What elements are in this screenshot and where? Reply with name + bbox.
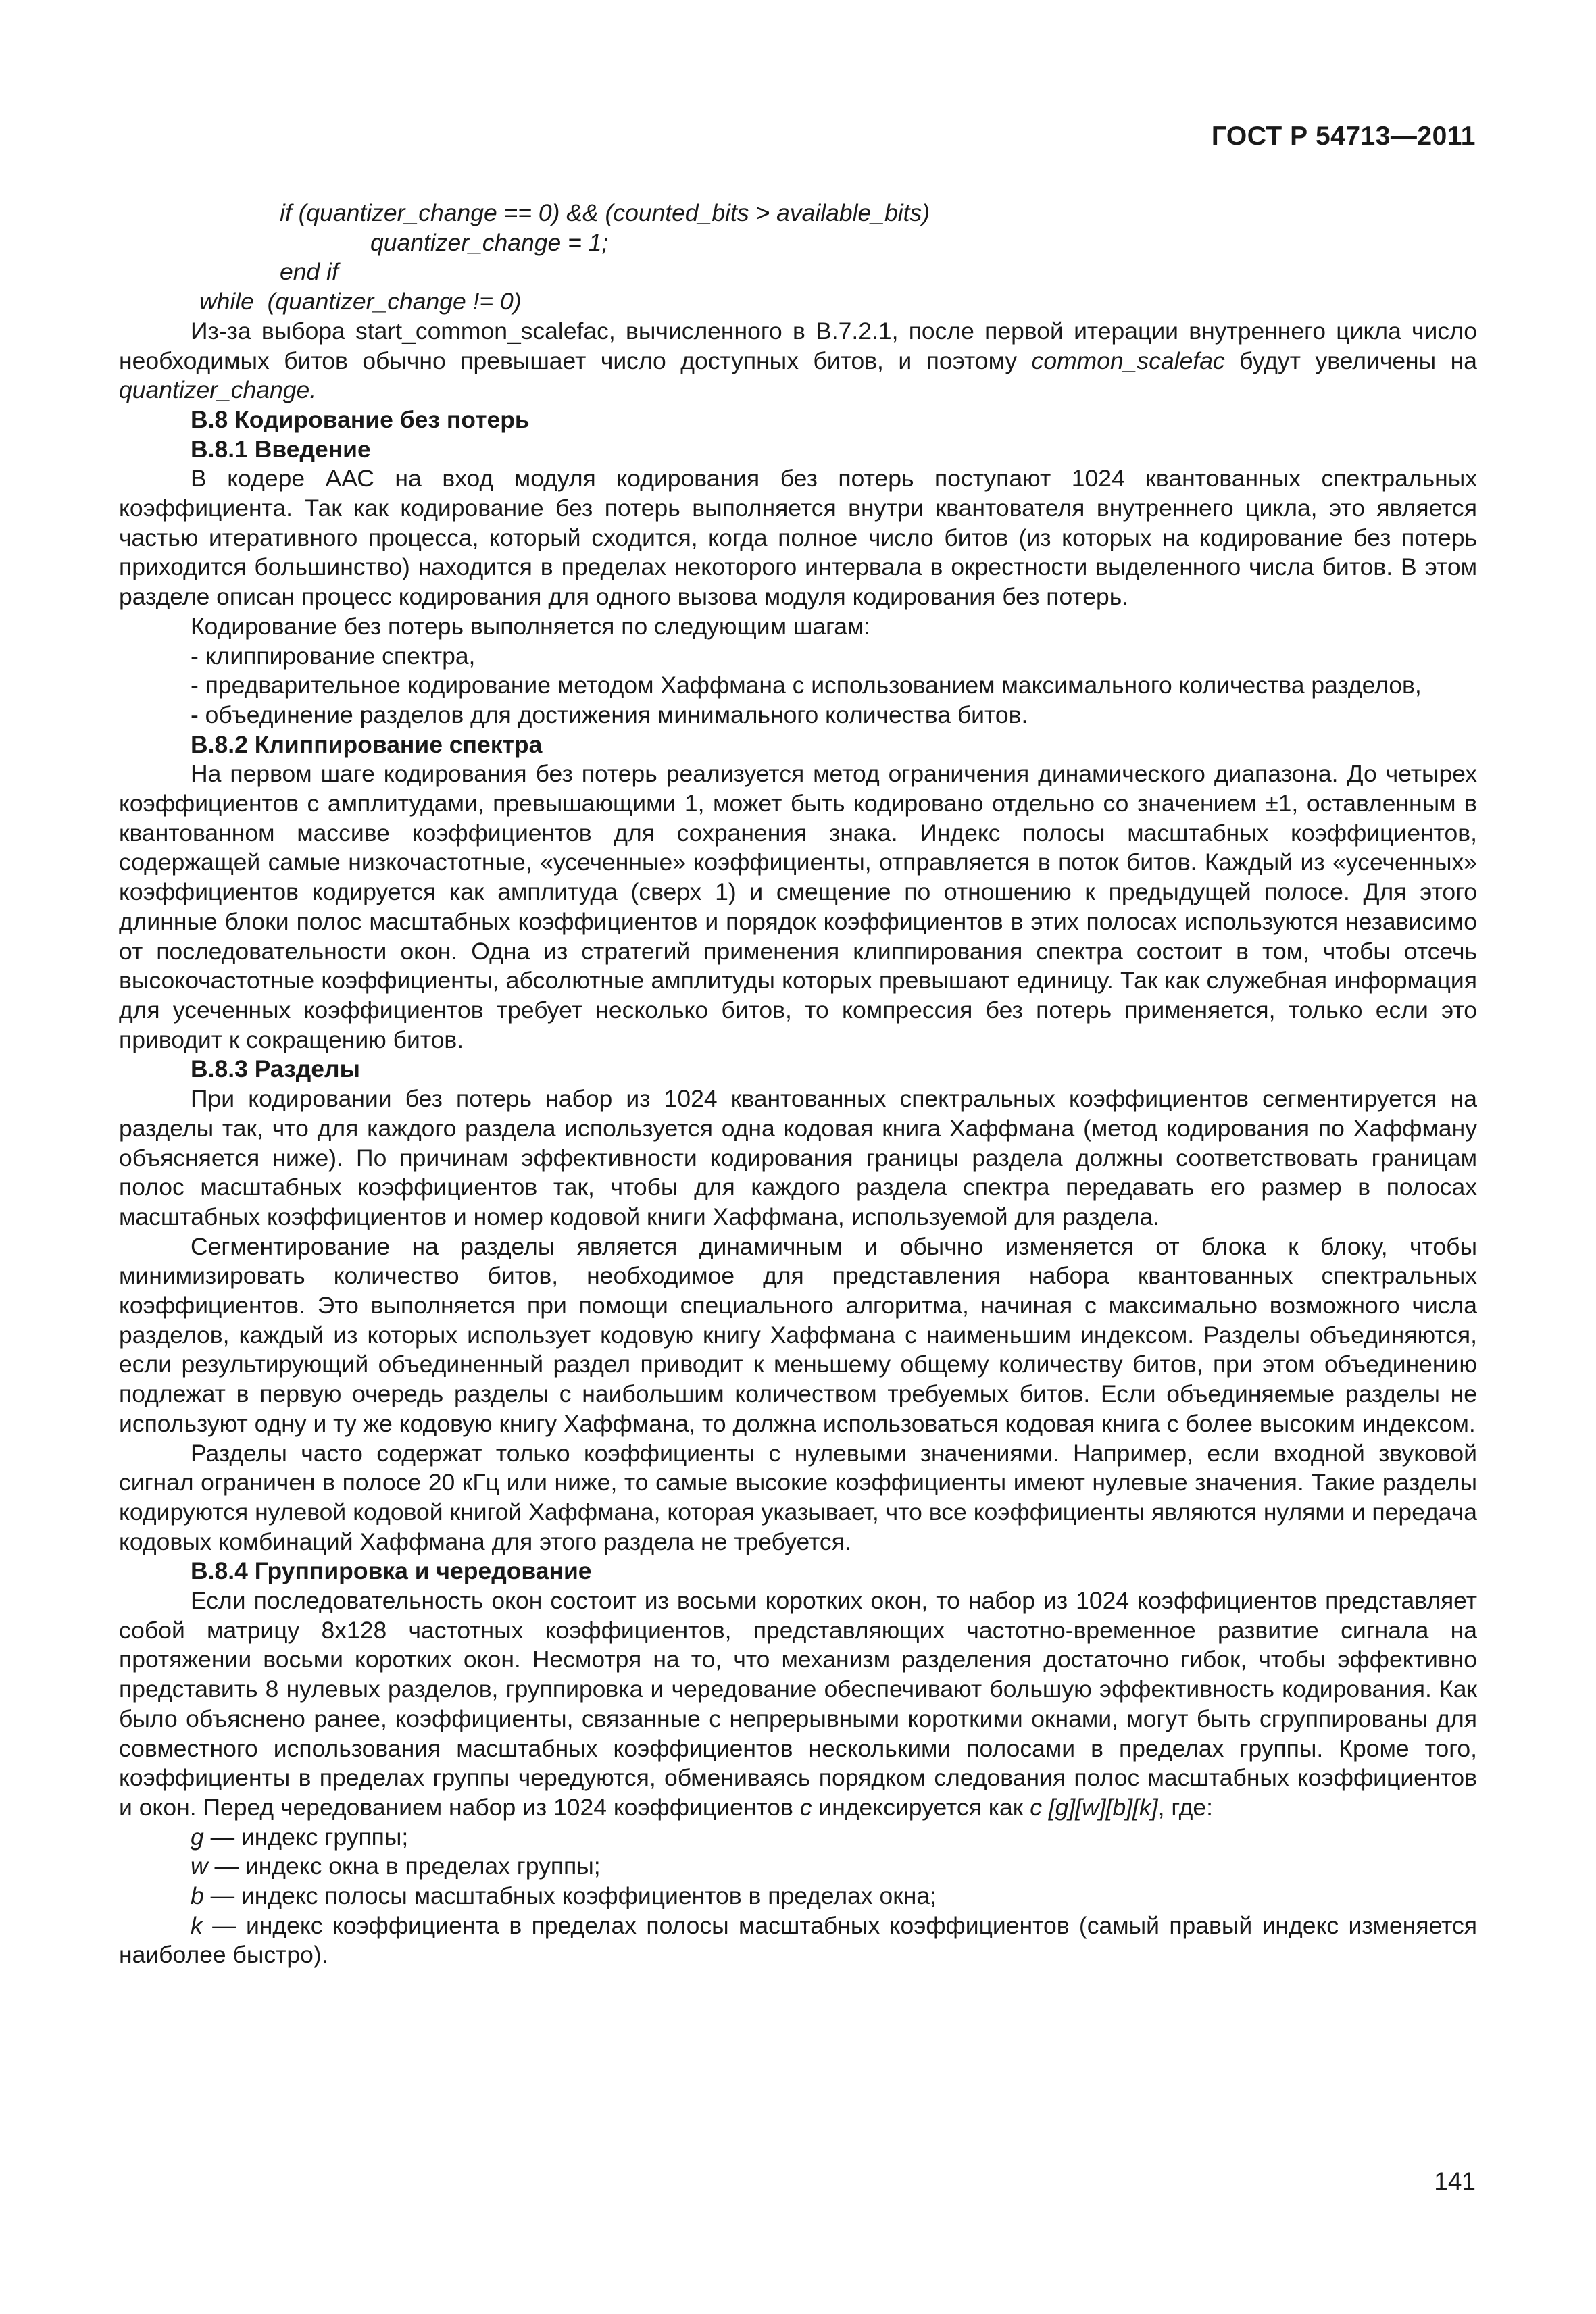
page-body <box>119 199 1477 1970</box>
subsection-heading: В.8.1 Введение <box>191 435 371 463</box>
subsection-heading: В.8.3 Разделы <box>191 1055 360 1083</box>
definition-text: — индекс группы; <box>203 1823 409 1851</box>
code-line: end if <box>280 258 339 286</box>
term: common_scalefac <box>1031 347 1225 374</box>
list-item: - предварительное кодирование методом Хаффмана с использованием максимального количества разделов, <box>191 672 1422 699</box>
definition-item <box>119 1823 1477 1853</box>
list-item: - объединение разделов для достижения минимального количества битов. <box>191 701 1028 728</box>
paragraph: Если последовательность окон состоит из восьми коротких окон, то набор из 1024 коэффициентов представляет собой матрицу 8х128 частотных коэффициентов, представляющих частотно-временное развитие сигнала на протяжении восьми коротких окон. Несмотря на то, что механизм разделения достаточно гибок, чтобы эффективно представить 8 нулевых разделов, группировка и чередование обеспечивают большую эффективность кодирования. Как было объяснено ранее, коэффициенты, связанные с непрерывными короткими окнами, могут быть сгруппированы для совместного использования масштабных коэффициентов несколькими полосами в пределах группы. Кроме того, коэффициенты в пределах группы чередуются, обмениваясь порядком следования полос масштабных коэффициентов и окон. Перед чередованием набор из 1024 коэффициентов с индексируется как с [g][w][b][k], где: <box>119 1587 1477 1821</box>
document-header: ГОСТ Р 54713—2011 <box>1211 122 1476 151</box>
definition-symbol: k <box>191 1911 203 1939</box>
expression: с [g][w][b][k] <box>1030 1793 1158 1821</box>
paragraph: На первом шаге кодирования без потерь реализуется метод ограничения динамического диапазона. До четырех коэффициентов с амплитудами, превышающими 1, может быть кодировано отдельно со значением ±1, оставленным в квантованном массиве коэффициентов для сохранения знака. Индекс полосы масштабных коэффициентов, содержащей самые низкочастотные, «усеченные» коэффициенты, отправляется в поток битов. Каждый из «усеченных» коэффициентов кодируется как амплитуда (сверх 1) и смещение по отношению к предыдущей полосе. Для этого длинные блоки полос масштабных коэффициентов и порядок коэффициентов в этих полосах используются независимо от последовательности окон. Одна из стратегий применения клиппирования спектра состоит в том, чтобы отсечь высокочастотные коэффициенты, абсолютные амплитуды которых превышают единицу. Так как служебная информация для усеченных коэффициентов требует несколько битов, то компрессия без потерь применяется, только если это приводит к сокращению битов. <box>119 760 1477 1053</box>
intro-paragraph: Из-за выбора start_common_scalefac, вычисленного в В.7.2.1, после первой итерации внутреннего цикла число необходимых битов обычно превышает число доступных битов, и поэтому common_scalefac будут увеличены на quantizer_change. <box>119 317 1477 404</box>
definition-symbol: g <box>191 1823 204 1851</box>
page-number: 141 <box>1434 2167 1476 2195</box>
definition-item <box>119 1911 1477 1970</box>
variable: с <box>799 1793 812 1821</box>
list-item: - клиппирование спектра, <box>191 642 476 670</box>
code-line: quantizer_change = 1; <box>370 228 609 256</box>
paragraph: В кодере ААС на вход модуля кодирования без потерь поступают 1024 квантованных спектральных коэффициента. Так как кодирование без потерь выполняется внутри квантователя внутреннего цикла, это является частью итеративного процесса, который сходится, когда полное число битов (из которых на кодирование без потерь приходится большинство) находится в пределах некоторого интервала в окрестности выделенного числа битов. В этом разделе описан процесс кодирования для одного вызова модуля кодирования без потерь. <box>119 465 1477 611</box>
paragraph: Сегментирование на разделы является динамичным и обычно изменяется от блока к блоку, чтобы минимизировать количество битов, необходимое для представления набора квантованных спектральных коэффициентов. Это выполняется при помощи специального алгоритма, начиная с максимально возможного числа разделов, каждый из которых использует кодовую книгу Хаффмана с наименьшим индексом. Разделы объединяются, если результирующий объединенный раздел приводит к меньшему общему количеству битов, при этом объединению подлежат в первую очередь разделы с наибольшим количеством требуемых битов. Если объединяемые разделы не используют одну и ту же кодовую книгу Хаффмана, то должна использоваться кодовая книга с более высоким индексом. <box>119 1232 1477 1437</box>
term: quantizer_change. <box>119 376 317 404</box>
definition-text: — индекс окна в пределах группы; <box>207 1853 601 1880</box>
section-heading: В.8 Кодирование без потерь <box>191 405 530 433</box>
subsection-heading: В.8.2 Клиппирование спектра <box>191 730 543 758</box>
definition-text: — индекс коэффициента в пределах полосы масштабных коэффициентов (самый правый индекс изменяется наиболее быстро). <box>119 1911 1477 1969</box>
definition-item <box>119 1852 1477 1882</box>
definition-symbol: w <box>191 1853 208 1880</box>
paragraph: Кодирование без потерь выполняется по следующим шагам: <box>191 612 871 640</box>
code-line: while (quantizer_change != 0) <box>199 288 522 316</box>
paragraph: Разделы часто содержат только коэффициенты с нулевыми значениями. Например, если входной звуковой сигнал ограничен в полосе 20 кГц или ниже, то самые высокие коэффициенты имеют нулевые значения. Такие разделы кодируются нулевой кодовой книгой Хаффмана, которая указывает, что все коэффициенты являются нулями и передача кодовых комбинаций Хаффмана для этого раздела не требуется. <box>119 1439 1477 1555</box>
code-line: if (quantizer_change == 0) && (counted_bits > available_bits) <box>280 199 930 226</box>
definition-text: — индекс полосы масштабных коэффициентов в пределах окна; <box>203 1882 937 1910</box>
subsection-heading: В.8.4 Группировка и чередование <box>191 1557 592 1585</box>
paragraph: При кодировании без потерь набор из 1024 квантованных спектральных коэффициентов сегментируется на разделы так, что для каждого раздела используется одна кодовая книга Хаффмана (метод кодирования по Хаффману объясняется ниже). По причинам эффективности кодирования границы раздела должны соответствовать границам полос масштабных коэффициентов так, чтобы для каждого раздела спектра передавать его размер в полосах масштабных коэффициентов и номер кодовой книги Хаффмана, используемой для раздела. <box>119 1085 1477 1230</box>
definition-item <box>119 1882 1477 1911</box>
definition-symbol: b <box>191 1882 204 1910</box>
